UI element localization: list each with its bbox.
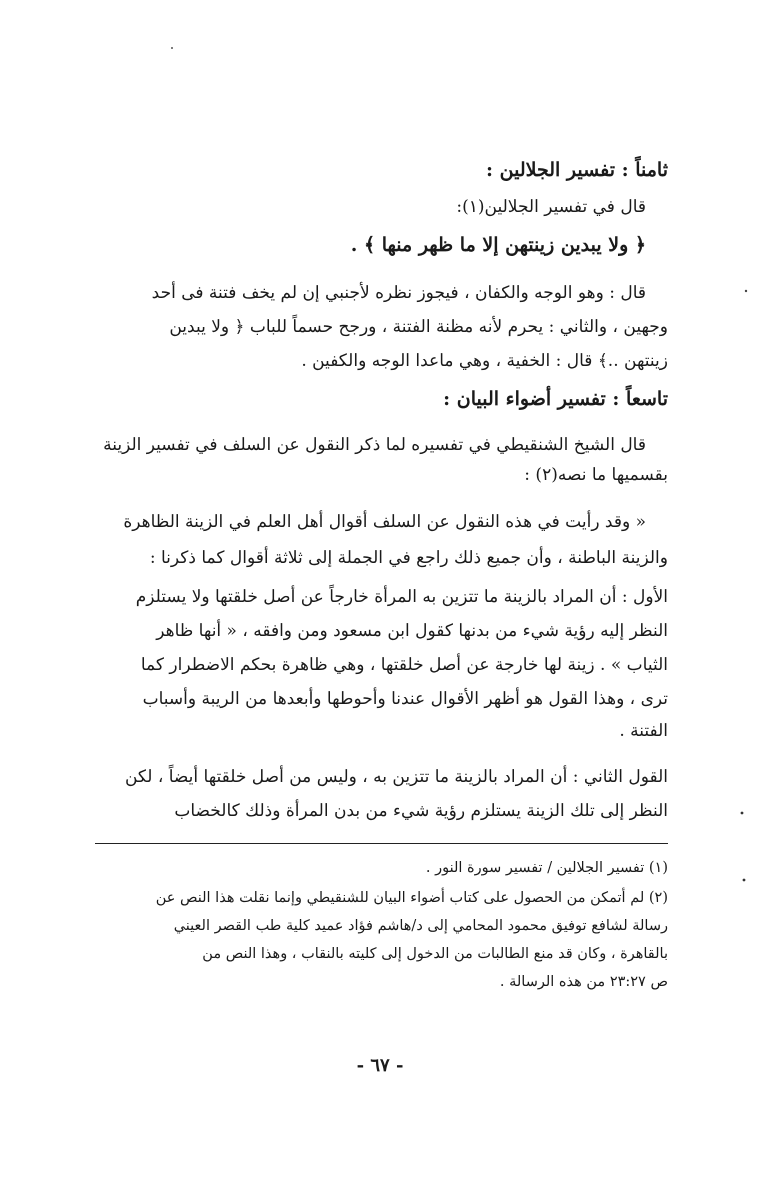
- first-opinion-line: النظر إليه رؤية شيء من بدنها كقول ابن مسعود ومن وافقه ، « أنها ظاهر: [156, 621, 668, 641]
- footnotes: [93, 852, 668, 996]
- second-opinion-line: القول الثاني : أن المراد بالزينة ما تتزين به ، وليس من أصل خلقتها أيضاً ، لكن: [124, 767, 668, 787]
- section-eight-heading: ثامناً : تفسير الجلالين :: [486, 159, 668, 181]
- page-number: - ٦٧ -: [356, 1055, 404, 1076]
- footnote-one: (١) تفسير الجلالين / تفسير سورة النور .: [425, 860, 668, 876]
- quranic-verse: ﴿ ولا يبدين زينتهن إلا ما ظهر منها ﴾ .: [350, 234, 646, 256]
- paragraph-line: زينتهن ..﴾ قال : الخفية ، وهي ماعدا الوجه والكفين .: [301, 351, 668, 371]
- footnote-two-line: بالقاهرة ، وكان قد منع الطالبات من الدخول إلى كليته بالنقاب ، وهذا النص من: [202, 946, 668, 962]
- paragraph-line: وجهين ، والثاني : يحرم لأنه مظنة الفتنة ، ورجح حسماً للباب ﴿ ولا يبدين: [169, 317, 668, 337]
- footnote-two-line: (٢) لم أتمكن من الحصول على كتاب أضواء البيان للشنقيطي وإنما نقلت هذا النص عن: [155, 890, 668, 906]
- first-opinion-line: ترى ، وهذا القول هو أظهر الأقوال عندنا وأحوطها وأبعدها من الريبة وأسباب: [142, 689, 668, 709]
- quote-line: والزينة الباطنة ، وأن جميع ذلك راجع في الجملة إلى ثلاثة أقوال كما ذكرنا :: [149, 548, 668, 568]
- second-opinion-line: النظر إلى تلك الزينة يستلزم رؤية شيء من بدن المرأة وذلك كالخضاب: [174, 801, 668, 821]
- quote-line: « وقد رأيت في هذه النقول عن السلف أقوال أهل العلم في الزينة الظاهرة: [123, 512, 646, 532]
- section-eight: [93, 152, 668, 378]
- paragraph-line: قال الشيخ الشنقيطي في تفسيره لما ذكر النقول عن السلف في تفسير الزينة: [103, 435, 646, 455]
- footnote-separator: [95, 843, 668, 844]
- footnote-two-line: رسالة لشافع توفيق محمود المحامي إلى د/هاشم فؤاد عميد كلية طب القصر العيني: [173, 918, 668, 934]
- footnote-two-line: ص ٢٣:٢٧ من هذه الرسالة .: [499, 974, 668, 990]
- first-opinion-line: الأول : أن المراد بالزينة ما تتزين به المرأة خارجاً عن أصل خلقتها ولا يستلزم: [135, 587, 668, 607]
- section-nine-heading: تاسعاً : تفسير أضواء البيان :: [443, 388, 668, 410]
- paragraph-line: قال : وهو الوجه والكفان ، فيجوز نظره لأجنبي إن لم يخف فتنة فى أحد: [151, 283, 646, 303]
- first-opinion-line: الثياب » . زينة لها خارجة عن أصل خلقتها ، وهي ظاهرة بحكم الاضطرار كما: [140, 655, 668, 675]
- section-eight-intro: قال في تفسير الجلالين(١):: [456, 197, 646, 217]
- section-nine: [93, 380, 668, 828]
- first-opinion-line: الفتنة .: [619, 721, 668, 741]
- paragraph-line: بقسميها ما نصه(٢) :: [524, 465, 668, 485]
